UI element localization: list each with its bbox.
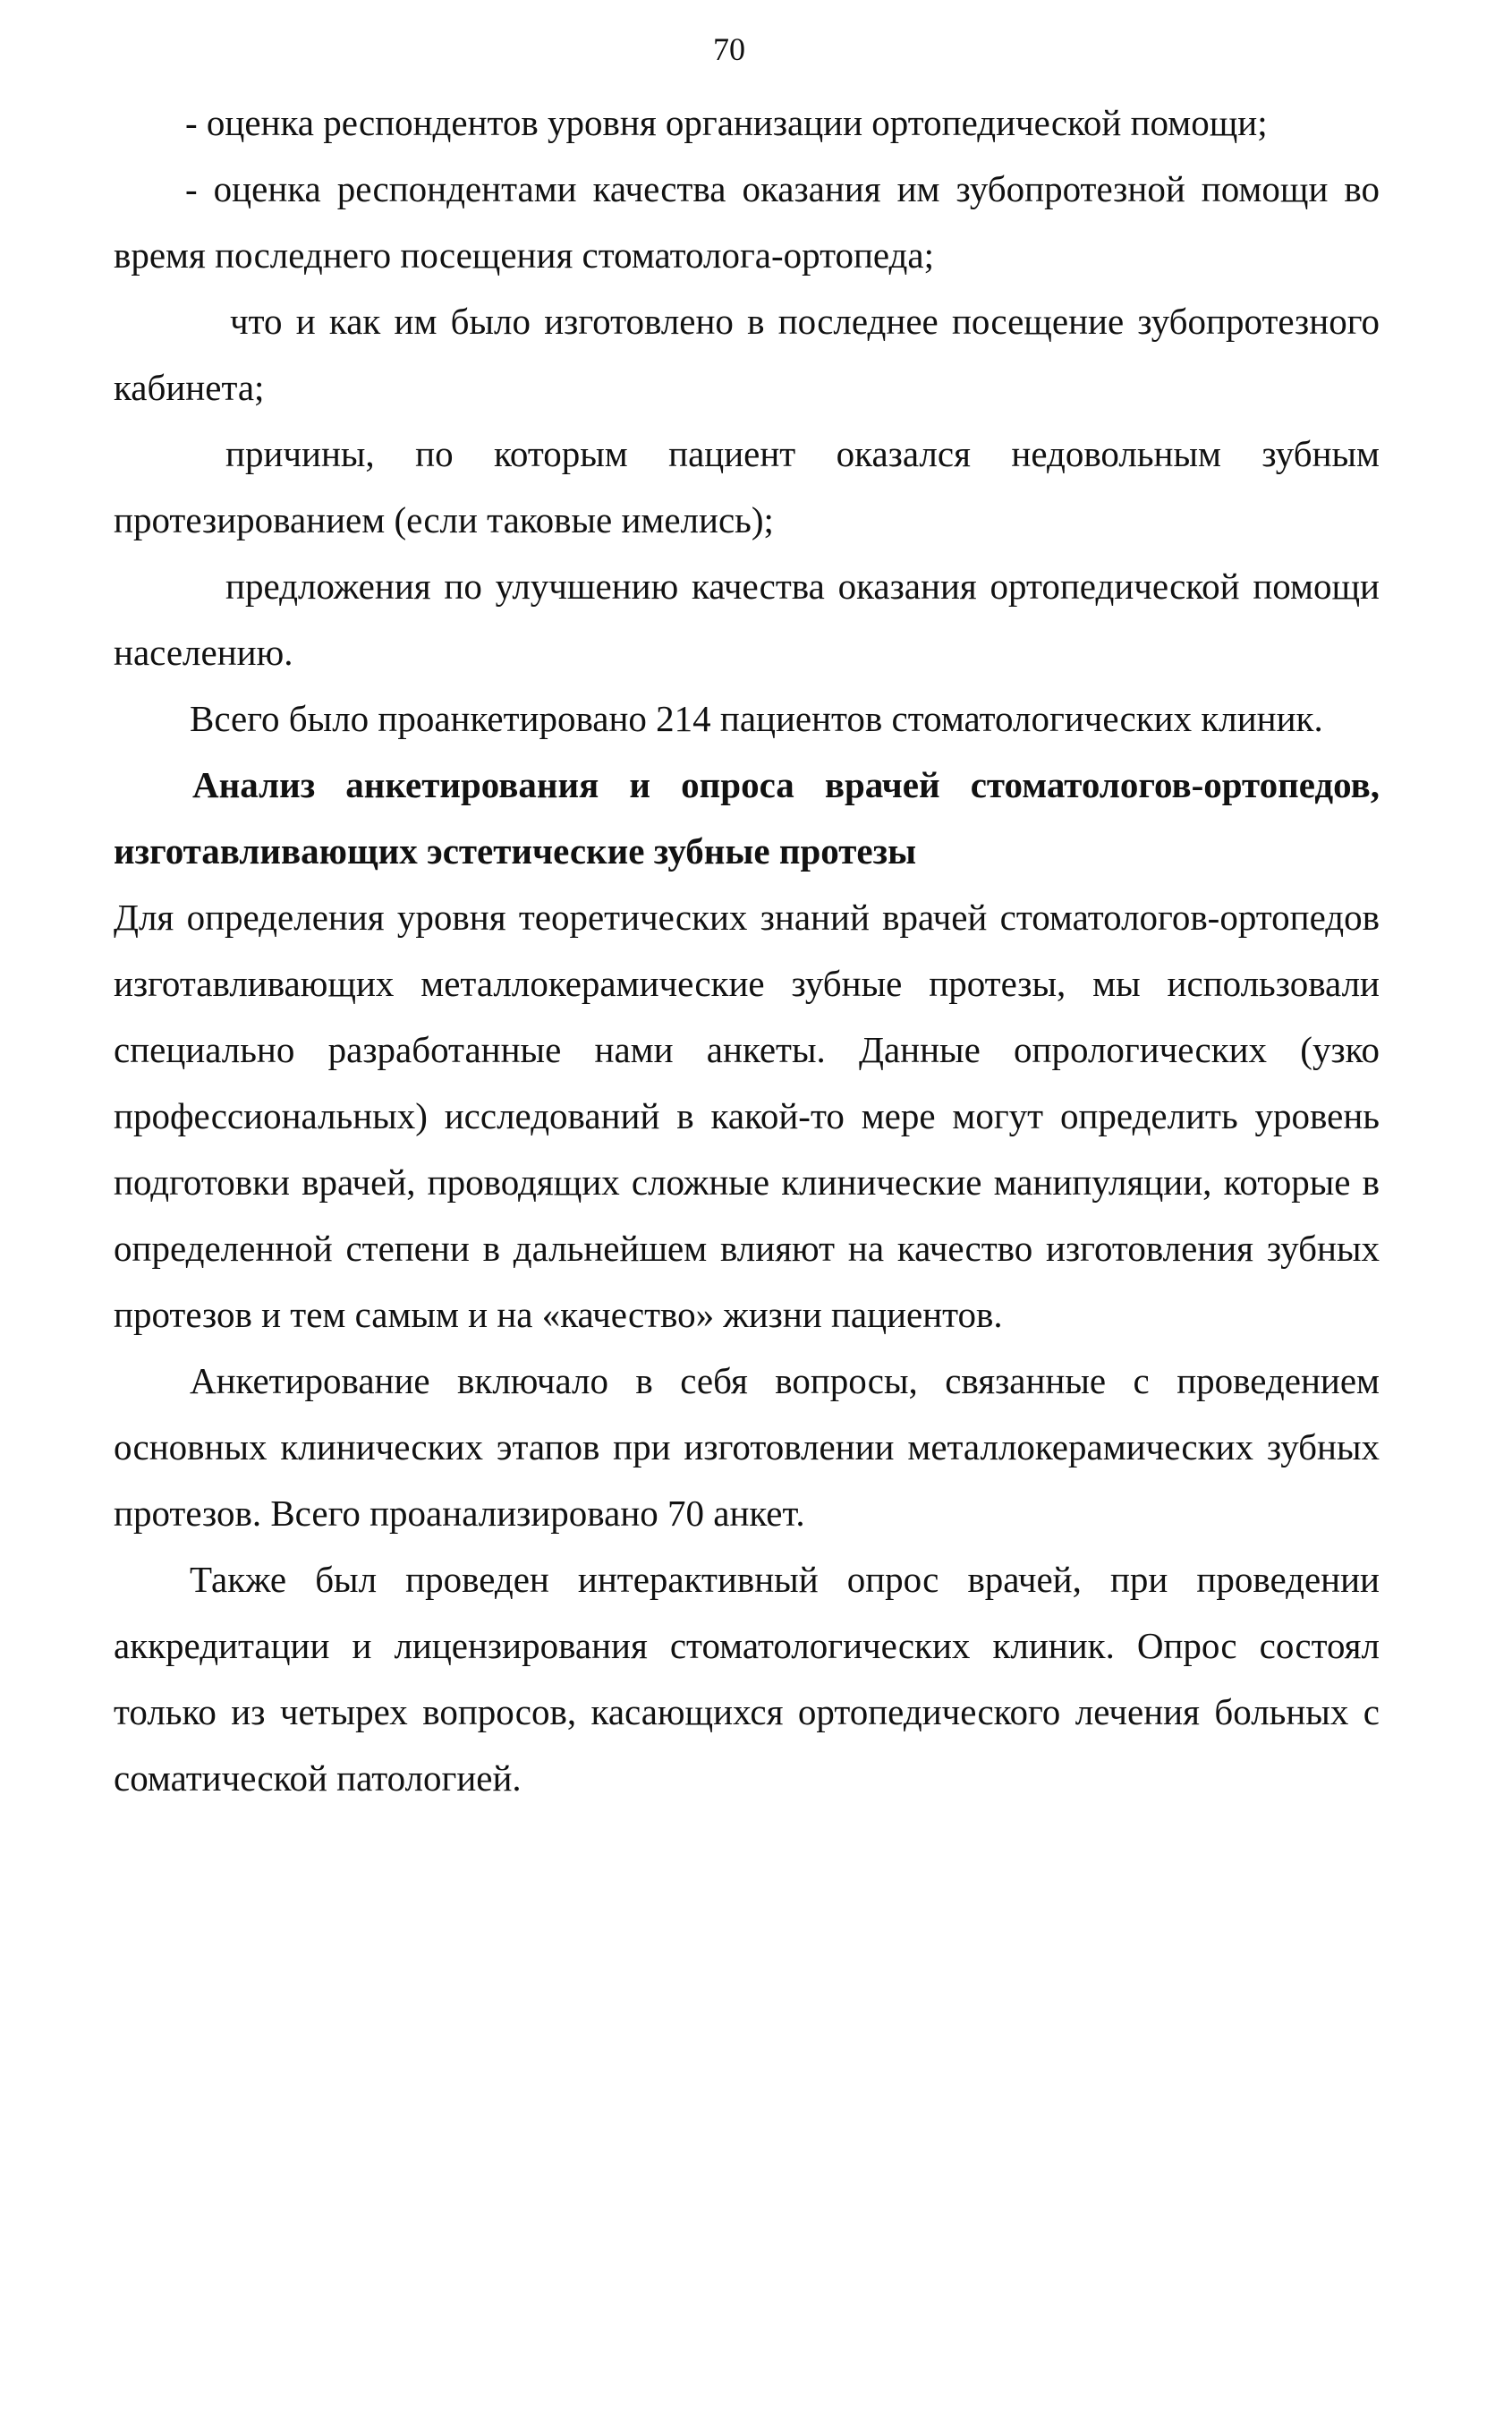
section-heading: Анализ анкетирования и опроса врачей стоматологов-ортопедов, изготавливающих эстетические зубные протезы	[114, 764, 1380, 872]
paragraph-interactive-poll: Также был проведен интерактивный опрос врачей, при проведении аккредитации и лицензирования стоматологических клиник. Опрос состоял только из четырех вопросов, касающихся ортопедического лечения больных с соматической патологией.	[114, 1559, 1380, 1799]
paragraph-respondents-total: Всего было проанкетировано 214 пациентов стоматологических клиник.	[190, 698, 1323, 739]
list-item-organization-level: - оценка респондентов уровня организации ортопедической помощи;	[185, 102, 1268, 143]
list-item-what-was-made: что и как им было изготовлено в последнее посещение зубопротезного кабинета;	[114, 301, 1380, 408]
list-item-quality-assessment: - оценка респондентами качества оказания им зубопротезной помощи во время последнего посещения стоматолога-ортопеда;	[114, 168, 1380, 276]
list-item-improvement-proposals: предложения по улучшению качества оказания ортопедической помощи населению.	[114, 566, 1380, 673]
page-number: 70	[713, 31, 745, 67]
paragraph-survey-purpose: Для определения уровня теоретических знаний врачей стоматологов-ортопедов изготавливающих металлокерамические зубные протезы, мы использовали специально разработанные нами анкеты. Данные опрологических (узко профессиональных) исследований в какой-то мере могут определить уровень подготовки врачей, проводящих сложные клинические манипуляции, которые в определенной степени в дальнейшем влияют на качество изготовления зубных протезов и тем самым и на «качество» жизни пациентов.	[114, 897, 1380, 1335]
body-text	[114, 89, 1380, 1811]
list-item-dissatisfaction-reasons: причины, по которым пациент оказался недовольным зубным протезированием (если таковые имелись);	[114, 433, 1380, 540]
paragraph-survey-content: Анкетирование включало в себя вопросы, связанные с проведением основных клинических этапов при изготовлении металлокерамических зубных протезов. Всего проанализировано 70 анкет.	[114, 1360, 1380, 1534]
